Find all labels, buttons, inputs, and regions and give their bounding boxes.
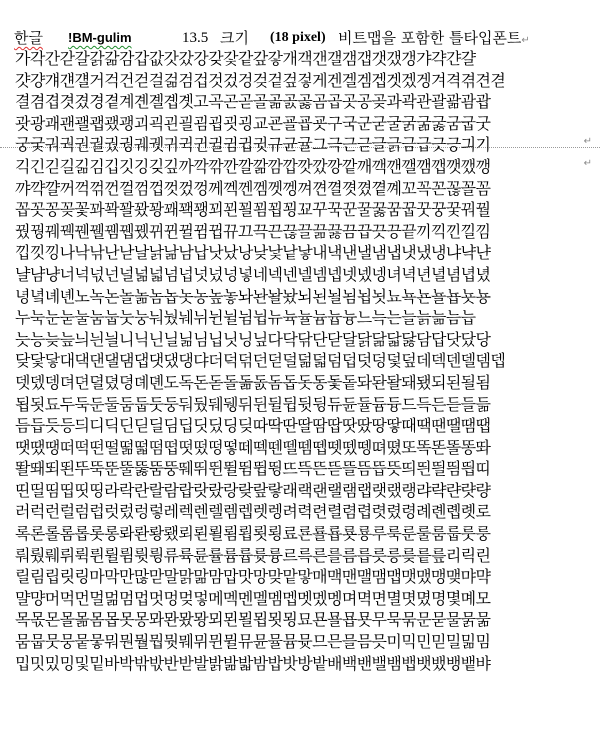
text-line: 땟땠땡떠떡떤떨떪떫떰떱떳떴떵떻떼떽뗀뗄뗌뗍뗏뗐뗑뗘뗬또똑똔똘똥똬 xyxy=(15,437,491,457)
text-line: 러럭런럴럼럽럿렀렁렇레렉렌렐렘렙렛렝려력련렬렴렵렷렸령례롄롑롓로 xyxy=(15,502,491,522)
text-line: 냘냠냥너넉넋넌널넒넓넘넙넛넜넝넣네넥넨넬넴넵넷넸넹녀녁년녈념녑녔 xyxy=(15,264,491,284)
paragraph-mark: ↵ xyxy=(583,136,592,148)
text-line: 띤띨띰띱띳띵라락란랄람랍랏랐랑랒랖랗래랙랜랠램랩랫랬랭랴략랸럇량 xyxy=(15,480,491,500)
text-line: 걋걍걔걘걜거걱건걷걸걺검겁것겄겅겆겉겊겋게겐겔겜겝겟겠겡겨격겪견겯 xyxy=(15,70,506,90)
font-size-label: 크기 xyxy=(220,29,249,47)
text-line: 꼽꼿꽁꽂꽃꽈꽉꽐꽜꽝꽤꽥꽹꾀꾄꾈꾐꾑꾕꾜꾸꾹꾼꿀꿇꿈꿉꿋꿍꿎꿔꿜 xyxy=(15,200,491,220)
paragraph-mark: ↵ xyxy=(521,35,530,46)
text-line: 뤄뤘뤠뤼뤽륀륄륌륏륑류륙륜률륨륩륫륭르륵른를름릅릇릉릊릍릎리릭린 xyxy=(15,545,491,565)
text-line: 궁궂궈궉권궐궜궝궤궷귀귁귄귈귐귑귓규균귤그극근귿글긁금급긋긍긔기 xyxy=(15,135,491,155)
text-line: 꿨꿩꿰꿱꿴꿸뀀뀁뀄뀌뀐뀔뀜뀝뀨끄끅끈끊끌끎끓끔끕끗끙끝끼끽낀낄낌 xyxy=(15,221,491,241)
text-line: 가각간갇갈갉갊감갑값갓갔강갖갗같갚갛개객갠갤갬갭갯갰갱갸갹갼걀 xyxy=(15,49,476,68)
text-line: 닺닻닿대댁댄댈댐댑댓댔댕댜더덕덖던덛덜덞덟덤덥덧덩덫덮데덱덴델뎀뎁 xyxy=(15,351,506,371)
text-line: 록론롤롬롭롯롱롸롼뢍뢨뢰뢴뢸룀룁룃룅료룐룔룝룟룡루룩룬룰룸룹룻룽 xyxy=(15,524,491,544)
text-line: 늣능늦늪늬늰늴니닉닌닐닒님닙닛닝닢다닥닦단닫달닭닮닯닳담답닷닸당 xyxy=(15,329,491,349)
text-line: 긱긴긷길긺김깁깃깅깆깊까깍깎깐깔깖깜깝깟깠깡깥깨깩깬깰깸깹깻깼깽 xyxy=(15,156,491,176)
text-line: 릴림립릿링마막만많맏말맑맒맘맙맛망맞맡맣매맥맨맬맴맵맷맸맹맺먀먁 xyxy=(15,567,491,587)
paragraph-mark: ↵ xyxy=(583,158,592,169)
text-line: 녕녘녜녠노녹논놀놂놈놉놋농높놓놔놘놜놨뇌뇐뇔뇜뇝뇟뇨뇩뇬뇰뇹뇻뇽 xyxy=(15,286,491,306)
font-size-value: 13.5 xyxy=(182,30,209,46)
text-line: 괏광괘괜괠괩괬괭괴괵괸괼굄굅굇굉교굔굘굡굣구국군굳굴굵굶굻굼굽굿 xyxy=(15,113,491,133)
text-line: 뎃뎄뎅뎌뎐뎔뎠뎡뎨뎬도독돈돋돌돎돐돔돕돗동돛돝돠돤돨돼됐되된될됨 xyxy=(15,372,491,392)
text-line: 먈먕머먹먼멀멂멈멉멋멍멎멓메멕멘멜멤멥멧멨멩며멱면멸몃몄명몇몌모 xyxy=(15,588,491,608)
glyph-sample-text xyxy=(15,48,590,674)
pixel-size: (18 pixel) xyxy=(270,30,326,45)
text-line: 밉밋밌밍및밑바박밖밗반받발밝밞밟밤밥밧방밭배백밴밸뱀뱁뱃뱄뱅뱉뱌 xyxy=(15,653,491,673)
header-line xyxy=(14,28,586,48)
text-line: 똴뙈뙤뙨뚜뚝뚠뚤뚫뚬뚱뛔뛰뛴뛸뜀뜁뜅뜨뜩뜬뜯뜰뜸뜹뜻띄띈띌띔띕띠 xyxy=(15,459,491,479)
text-line: 듬듭듯등듸디딕딘딛딜딤딥딧딨딩딪따딱딴딸땀땁땃땄땅땋때땍땐땔땜땝 xyxy=(15,416,491,436)
text-line: 결겸겹겻겼경곁계곈곌곕곗고곡곤곧골곪곬곯곰곱곳공곶과곽관괄괆괌괍 xyxy=(15,92,491,112)
text-line: 목몫몬몰몲몸몹못몽뫄뫈뫘뫙뫼묀묄묍묏묑묘묜묠묩묫무묵묶문묻물묽묾 xyxy=(15,610,491,630)
font-name: !BM-gulim xyxy=(68,30,132,45)
text-line: 꺄꺅꺌꺼꺽꺾껀껄껌껍껏껐껑께껙껜껨껫껭껴껸껼꼇꼈꼍꼐꼬꼭꼰꼲꼴꼼 xyxy=(15,178,491,198)
text-line: 뭄뭅뭇뭉뭍뭏뭐뭔뭘뭡뭣뭬뮈뮌뮐뮤뮨뮬뮴뮷므믄믈믐믓미믹민믿밀밂밈 xyxy=(15,632,491,652)
text-line: 낍낏낑나낙낚난낟날낡낢남납낫났낭낮낯낱낳내낵낸낼냄냅냇냈냉냐냑냔 xyxy=(15,243,491,263)
font-description-text: 비트맵을 포함한 틀타입폰트 xyxy=(338,29,522,47)
text-line: 누눅눈눋눌눔눕눗눙눠눴눼뉘뉜뉠뉨뉩뉴뉵뉼늄늅늉느늑는늘늙늚늠늡 xyxy=(15,308,476,328)
text-line: 됩됫됴두둑둔둘둠둡둣둥둬뒀뒈뒝뒤뒨뒬뒵뒷뒹듀듄듈듐듕드득든듣들듦 xyxy=(15,394,491,414)
language-label: 한글 xyxy=(14,29,43,47)
